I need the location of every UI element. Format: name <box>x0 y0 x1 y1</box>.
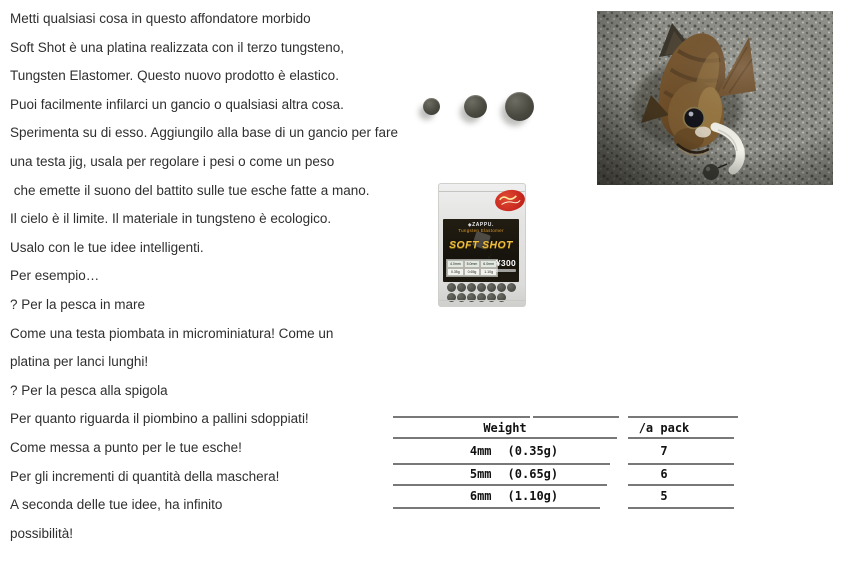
table-row <box>628 464 700 484</box>
label-subtitle: Tungsten Elastomer <box>458 228 504 233</box>
table-row <box>628 439 700 462</box>
label-weight-cell: 1.10g <box>480 268 497 276</box>
weight-value: (1.10g) <box>507 488 559 503</box>
pack-header-row <box>628 418 700 437</box>
label-size-table <box>446 259 498 277</box>
description-line: Metti qualsiasi cosa in questo affondatore morbido <box>10 11 311 26</box>
pellet <box>487 283 496 292</box>
pack-header: /a pack <box>638 420 690 435</box>
label-size-cell: 4.0mm <box>447 260 464 268</box>
pellet <box>507 283 516 292</box>
table-row <box>411 485 617 506</box>
pack-value: 6 <box>660 467 668 481</box>
label-size-cell: 5.0mm <box>464 260 481 268</box>
fish-catch-photo <box>597 11 833 185</box>
shot-ball-large-image <box>505 92 534 121</box>
weight-value: (0.65g) <box>507 467 559 481</box>
table-row <box>411 464 617 484</box>
zappu-logo-icon: ◆ <box>468 222 473 227</box>
price-note-fineprint <box>494 269 516 272</box>
pellet <box>447 283 456 292</box>
description-line: che emette il suono del battito sulle tue esche fatte a mano. <box>10 182 370 198</box>
description-line: Il cielo è il limite. Il materiale in tungsteno è ecologico. <box>10 211 332 227</box>
pack-value: 7 <box>660 443 668 458</box>
product-description <box>10 5 410 548</box>
bag-bottom-seam <box>439 300 525 301</box>
price-tag: ¥300 <box>495 258 516 268</box>
description-line: Per quanto riguarda il piombino a pallini sdoppiati! <box>10 411 309 427</box>
description-line: A seconda delle tue idee, ha infinito <box>10 497 223 513</box>
weight-value: (0.35g) <box>507 443 559 458</box>
product-package-image <box>438 183 526 307</box>
label-weight-cell: 0.65g <box>464 268 481 276</box>
weight-header: Weight <box>483 420 527 435</box>
package-label <box>443 219 519 282</box>
size-value: 5mm <box>469 467 492 481</box>
description-line: Sperimenta su di esso. Aggiungilo alla base di un gancio per fare <box>10 125 398 141</box>
description-line: ? Per la pesca in mare <box>10 296 146 312</box>
description-line: Puoi facilmente infilarci un gancio o qualsiasi altra cosa. <box>10 96 344 112</box>
size-value: 6mm <box>469 488 492 503</box>
shot-ball-small-image <box>423 98 440 115</box>
description-line: una testa jig, usala per regolare i pesi o come un peso <box>10 153 335 169</box>
pellet <box>467 283 476 292</box>
description-line: Soft Shot è una platina realizzata con il terzo tungsteno, <box>10 39 344 55</box>
pack-table <box>628 416 740 511</box>
size-value: 4mm <box>469 443 492 458</box>
check-mark-icon: ✓ <box>487 254 493 261</box>
description-line: Per esempio… <box>10 268 100 284</box>
weight-table <box>393 416 619 511</box>
product-name: SOFT SHOT <box>449 239 513 251</box>
pellet <box>457 283 466 292</box>
table-rule <box>393 507 600 509</box>
label-size-cell: 6.0mm <box>480 260 497 268</box>
table-row <box>628 485 700 506</box>
brand-name: ZAPPU. <box>472 222 494 228</box>
table-rule <box>628 507 734 509</box>
description-line: Per gli incrementi di quantità della maschera! <box>10 468 280 484</box>
description-line: Tungsten Elastomer. Questo nuovo prodotto è elastico. <box>10 68 339 84</box>
pellets-in-bag <box>446 282 518 302</box>
description-line: possibilità! <box>10 525 74 541</box>
description-line: platina per lanci lunghi! <box>10 354 149 370</box>
pack-value: 5 <box>660 488 668 503</box>
table-row <box>411 439 617 462</box>
description-line: Come messa a punto per le tue esche! <box>10 439 242 455</box>
pellet <box>497 283 506 292</box>
description-line: Usalo con le tue idee intelligenti. <box>10 239 204 255</box>
shot-ball-medium-image <box>464 95 487 118</box>
weight-header-row <box>393 418 617 437</box>
label-weight-cell: 0.35g <box>447 268 464 276</box>
description-line: Come una testa piombata in microminiatura! Come un <box>10 325 334 341</box>
pellet <box>477 283 486 292</box>
description-line: ? Per la pesca alla spigola <box>10 382 168 398</box>
